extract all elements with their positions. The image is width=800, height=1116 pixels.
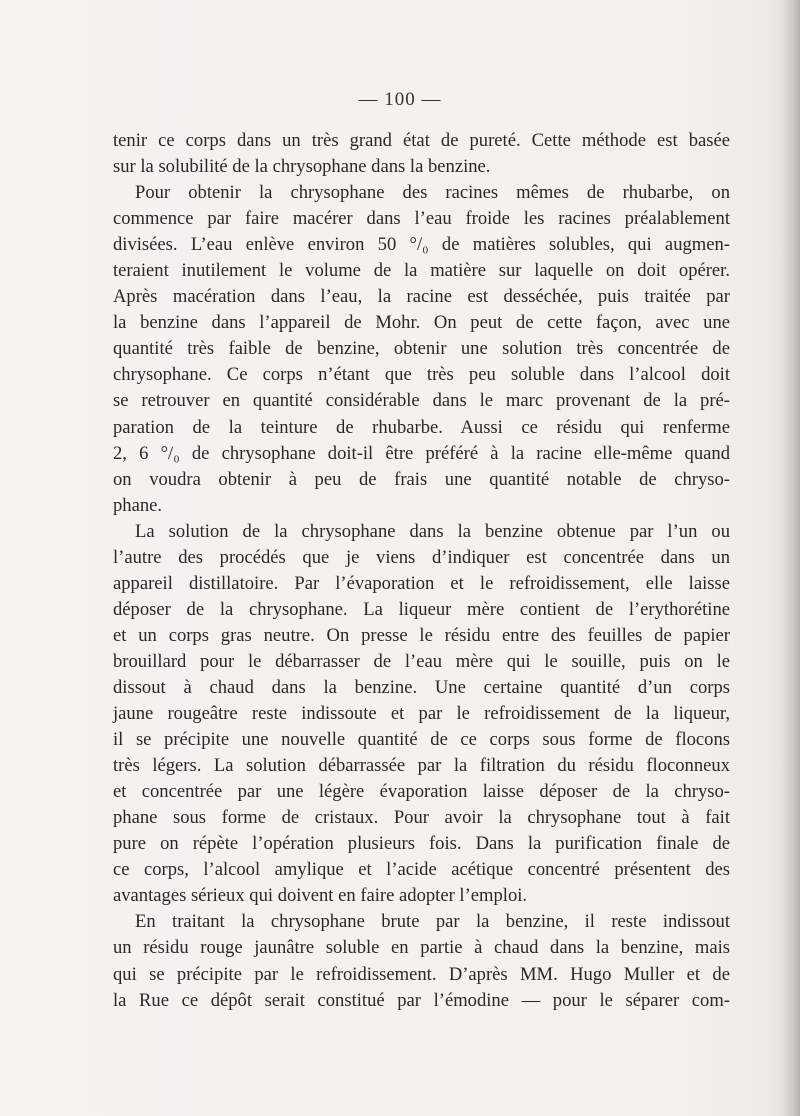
text-line: jaune rougeâtre reste indissoute et par le refroidissement de la liqueur, (113, 703, 730, 725)
text-line: Pour obtenir la chrysophane des racines mêmes de rhubarbe, on (135, 182, 730, 204)
text-line: ce corps, l’alcool amylique et l’acide acétique concentré présentent des (113, 859, 730, 881)
text-line: il se précipite une nouvelle quantité de ce corps sous forme de flocons (113, 729, 730, 751)
text-line: et un corps gras neutre. On presse le résidu entre des feuilles de papier (113, 624, 730, 646)
text-line: sur la solubilité de la chrysophane dans la benzine. (113, 156, 491, 178)
text-line: La solution de la chrysophane dans la benzine obtenue par l’un ou (135, 520, 730, 542)
paragraph (113, 519, 730, 910)
text-line: En traitant la chrysophane brute par la benzine, il reste indissout (135, 911, 730, 933)
text-line: appareil distillatoire. Par l’évaporation et le refroidissement, elle laisse (113, 572, 730, 594)
text-line: la Rue ce dépôt serait constitué par l’émodine — pour le séparer com- (113, 989, 730, 1011)
text-line: paration de la teinture de rhubarbe. Aussi ce résidu qui renferme (113, 416, 730, 438)
text-line: l’autre des procédés que je viens d’indiquer est concentrée dans un (113, 546, 730, 568)
text-line: 2, 6 °/₀ de chrysophane doit-il être préféré à la racine elle-même quand (113, 442, 730, 464)
text-line: tenir ce corps dans un très grand état de pureté. Cette méthode est basée (113, 130, 730, 151)
text-line: quantité très faible de benzine, obtenir une solution très concentrée de (113, 338, 730, 360)
paragraph (113, 180, 730, 519)
text-line: phane. (113, 494, 163, 516)
text-line: très légers. La solution débarrassée par la filtration du résidu floconneux (113, 755, 730, 777)
text-line: brouillard pour le débarrasser de l’eau mère qui le souille, puis on le (113, 650, 730, 672)
text-line: commence par faire macérer dans l’eau froide les racines préalablement (113, 208, 730, 230)
page-number: — 100 — (358, 89, 442, 110)
text-line: Après macération dans l’eau, la racine est desséchée, puis traitée par (113, 286, 730, 308)
text-line: qui se précipite par le refroidissement. D’après MM. Hugo Muller et de (113, 963, 730, 985)
text-line: pure on répète l’opération plusieurs fois. Dans la purification finale de (113, 833, 730, 855)
text-line: on voudra obtenir à peu de frais une quantité notable de chryso- (113, 468, 730, 490)
text-line: phane sous forme de cristaux. Pour avoir la chrysophane tout à fait (113, 807, 730, 829)
paragraph (113, 128, 730, 180)
text-line: un résidu rouge jaunâtre soluble en partie à chaud dans la benzine, mais (113, 937, 730, 959)
page-edge-shadow (782, 0, 800, 1116)
text-line: se retrouver en quantité considérable dans le marc provenant de la pré- (113, 390, 730, 412)
text-line: chrysophane. Ce corps n’étant que très peu soluble dans l’alcool doit (113, 364, 730, 386)
text-line: déposer de la chrysophane. La liqueur mère contient de l’erythorétine (113, 598, 730, 620)
body-text (113, 128, 730, 1014)
text-line: avantages sérieux qui doivent en faire adopter l’emploi. (113, 885, 528, 907)
text-line: et concentrée par une légère évaporation laisse déposer de la chryso- (113, 781, 730, 803)
paragraph (113, 909, 730, 1013)
text-line: dissout à chaud dans la benzine. Une certaine quantité d’un corps (113, 676, 730, 698)
text-line: la benzine dans l’appareil de Mohr. On peut de cette façon, avec une (113, 312, 730, 334)
text-line: divisées. L’eau enlève environ 50 °/₀ de matières solubles, qui augmen- (113, 234, 730, 256)
text-line: teraient inutilement le volume de la matière sur laquelle on doit opérer. (113, 260, 730, 282)
